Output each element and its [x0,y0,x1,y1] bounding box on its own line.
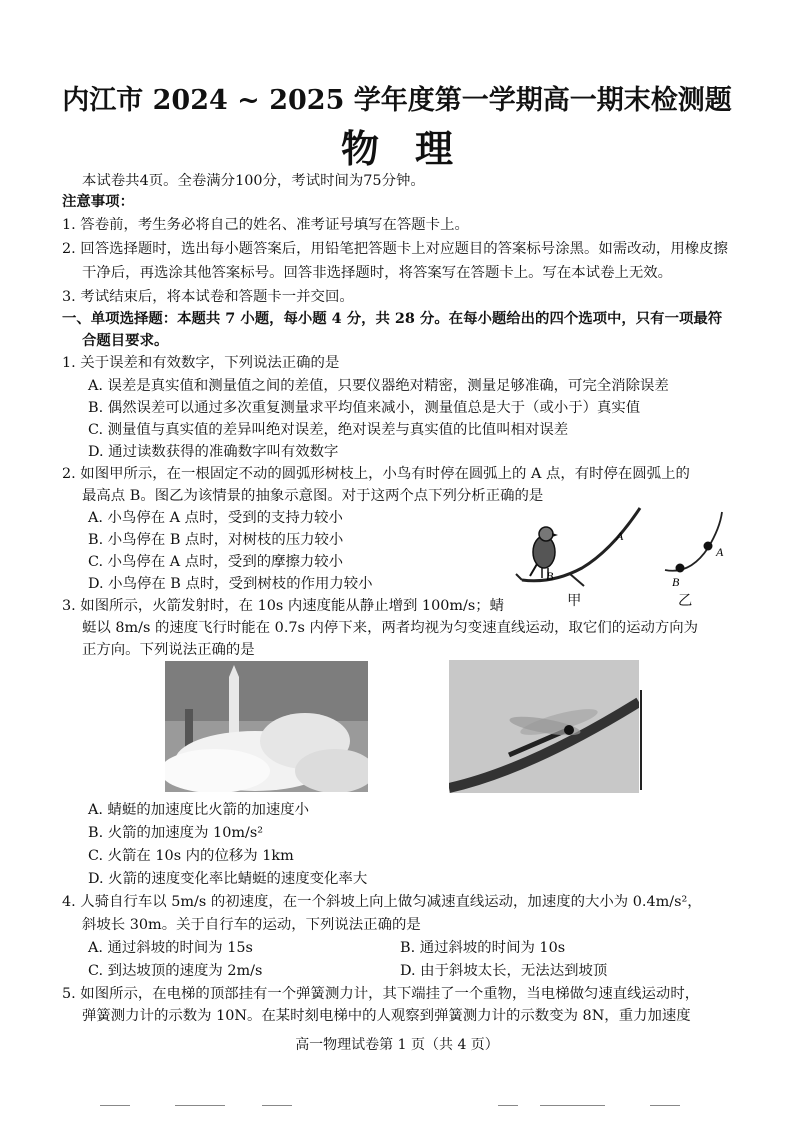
fig-yi-label-a: A [716,545,724,559]
scan-artifact [498,1105,518,1106]
q2-option-d: D. 小鸟停在 B 点时，受到树枝的作用力较小 [88,576,373,592]
notice-item: 干净后，再选涂其他答案标号。回答非选择题时，将答案写在答题卡上。写在本试卷上无效。 [82,265,673,281]
q2-stem: 2. 如图甲所示，在一根固定不动的圆弧形树枝上，小鸟有时停在圆弧上的 A 点，有时停在圆弧上的 [62,466,690,482]
q1-option-c: C. 测量值与真实值的差异叫绝对误差，绝对误差与真实值的比值叫相对误差 [88,422,569,438]
exam-title: 内江市 2024 ~ 2025 学年度第一学期高一期末检测题 [62,85,732,116]
q2-option-a: A. 小鸟停在 A 点时，受到的支持力较小 [88,510,343,526]
q5-stem: 5. 如图所示，在电梯的顶部挂有一个弹簧测力计，其下端挂了一个重物，当电梯做匀速直线运动时， [62,986,700,1002]
arc-diagram-figure [660,510,730,590]
q1-option-b: B. 偶然误差可以通过多次重复测量求平均值来减小，测量值总是大于（或小于）真实值 [88,400,641,416]
q2-stem-cont: 最高点 B。图乙为该情景的抽象示意图。对于这两个点下列分析正确的是 [82,488,544,504]
notice-heading: 注意事项： [62,193,134,210]
notice-item: 3. 考试结束后，将本试卷和答题卡一并交回。 [62,289,354,305]
q4-option-a: A. 通过斜坡的时间为 15s [88,940,253,956]
scan-artifact [262,1105,292,1106]
section-heading: 一、单项选择题：本题共 7 小题，每小题 4 分，共 28 分。在每小题给出的四个选项中，只有一项最符 [62,310,723,327]
q5-stem-cont: 弹簧测力计的示数为 10N。在某时刻电梯中的人观察到弹簧测力计的示数变为 8N，重力加速度 [82,1008,691,1024]
q2-option-b: B. 小鸟停在 B 点时，对树枝的压力较小 [88,532,344,548]
q3-stem-cont: 正方向。下列说法正确的是 [82,642,255,658]
dragonfly-photo [449,660,639,793]
fig-jia-caption: 甲 [567,593,582,609]
scan-artifact [650,1105,680,1106]
page-footer: 高一物理试卷第 1 页（共 4 页） [295,1037,499,1053]
bird-branch-figure [512,502,652,590]
q3-option-a: A. 蜻蜓的加速度比火箭的加速度小 [88,802,310,818]
q1-option-d: D. 通过读数获得的准确数字叫有效数字 [88,444,339,460]
q3-stem-cont: 蜓以 8m/s 的速度飞行时能在 0.7s 内停下来，两者均视为匀变速直线运动，取它们的运动方向为 [82,620,699,636]
q1-option-a: A. 误差是真实值和测量值之间的差值，只要仪器绝对精密，测量足够准确，可完全消除误差 [88,378,669,394]
scan-artifact [175,1105,225,1106]
photo-edge [640,690,642,790]
fig-jia-label-a: A [616,529,624,543]
subject-title: 物理 [340,126,489,171]
q3-option-d: D. 火箭的速度变化率比蜻蜓的速度变化率大 [88,871,368,887]
notice-item: 1. 答卷前，考生务必将自己的姓名、准考证号填写在答题卡上。 [62,217,469,233]
q1-stem: 1. 关于误差和有效数字，下列说法正确的是 [62,355,340,371]
q4-option-d: D. 由于斜坡太长，无法达到坡顶 [400,963,608,979]
q3-stem: 3. 如图所示，火箭发射时，在 10s 内速度能从静止增到 100m/s；蜻 [62,598,505,614]
q4-stem-cont: 斜坡长 30m。关于自行车的运动，下列说法正确的是 [82,917,421,933]
q3-option-c: C. 火箭在 10s 内的位移为 1km [88,848,294,864]
fig-yi-caption: 乙 [678,593,693,609]
notice-item: 2. 回答选择题时，选出每小题答案后，用铅笔把答题卡上对应题目的答案标号涂黑。如需改动，用橡皮擦 [62,241,728,257]
q4-stem: 4. 人骑自行车以 5m/s 的初速度，在一个斜坡上向上做匀减速直线运动，加速度的大小为 0.4m/s²， [62,894,702,910]
fig-yi-label-b: B [672,575,680,589]
exam-intro: 本试卷共4页。全卷满分100分，考试时间为75分钟。 [82,173,425,189]
q2-option-c: C. 小鸟停在 A 点时，受到的摩擦力较小 [88,554,344,570]
scan-artifact [540,1105,605,1106]
q4-option-b: B. 通过斜坡的时间为 10s [400,940,566,956]
q3-option-b: B. 火箭的加速度为 10m/s² [88,825,263,841]
rocket-photo [165,661,368,792]
scan-artifact [100,1105,130,1106]
section-heading-cont: 合题目要求。 [82,332,169,349]
fig-jia-label-b: B [546,569,554,583]
q4-option-c: C. 到达坡顶的速度为 2m/s [88,963,263,979]
